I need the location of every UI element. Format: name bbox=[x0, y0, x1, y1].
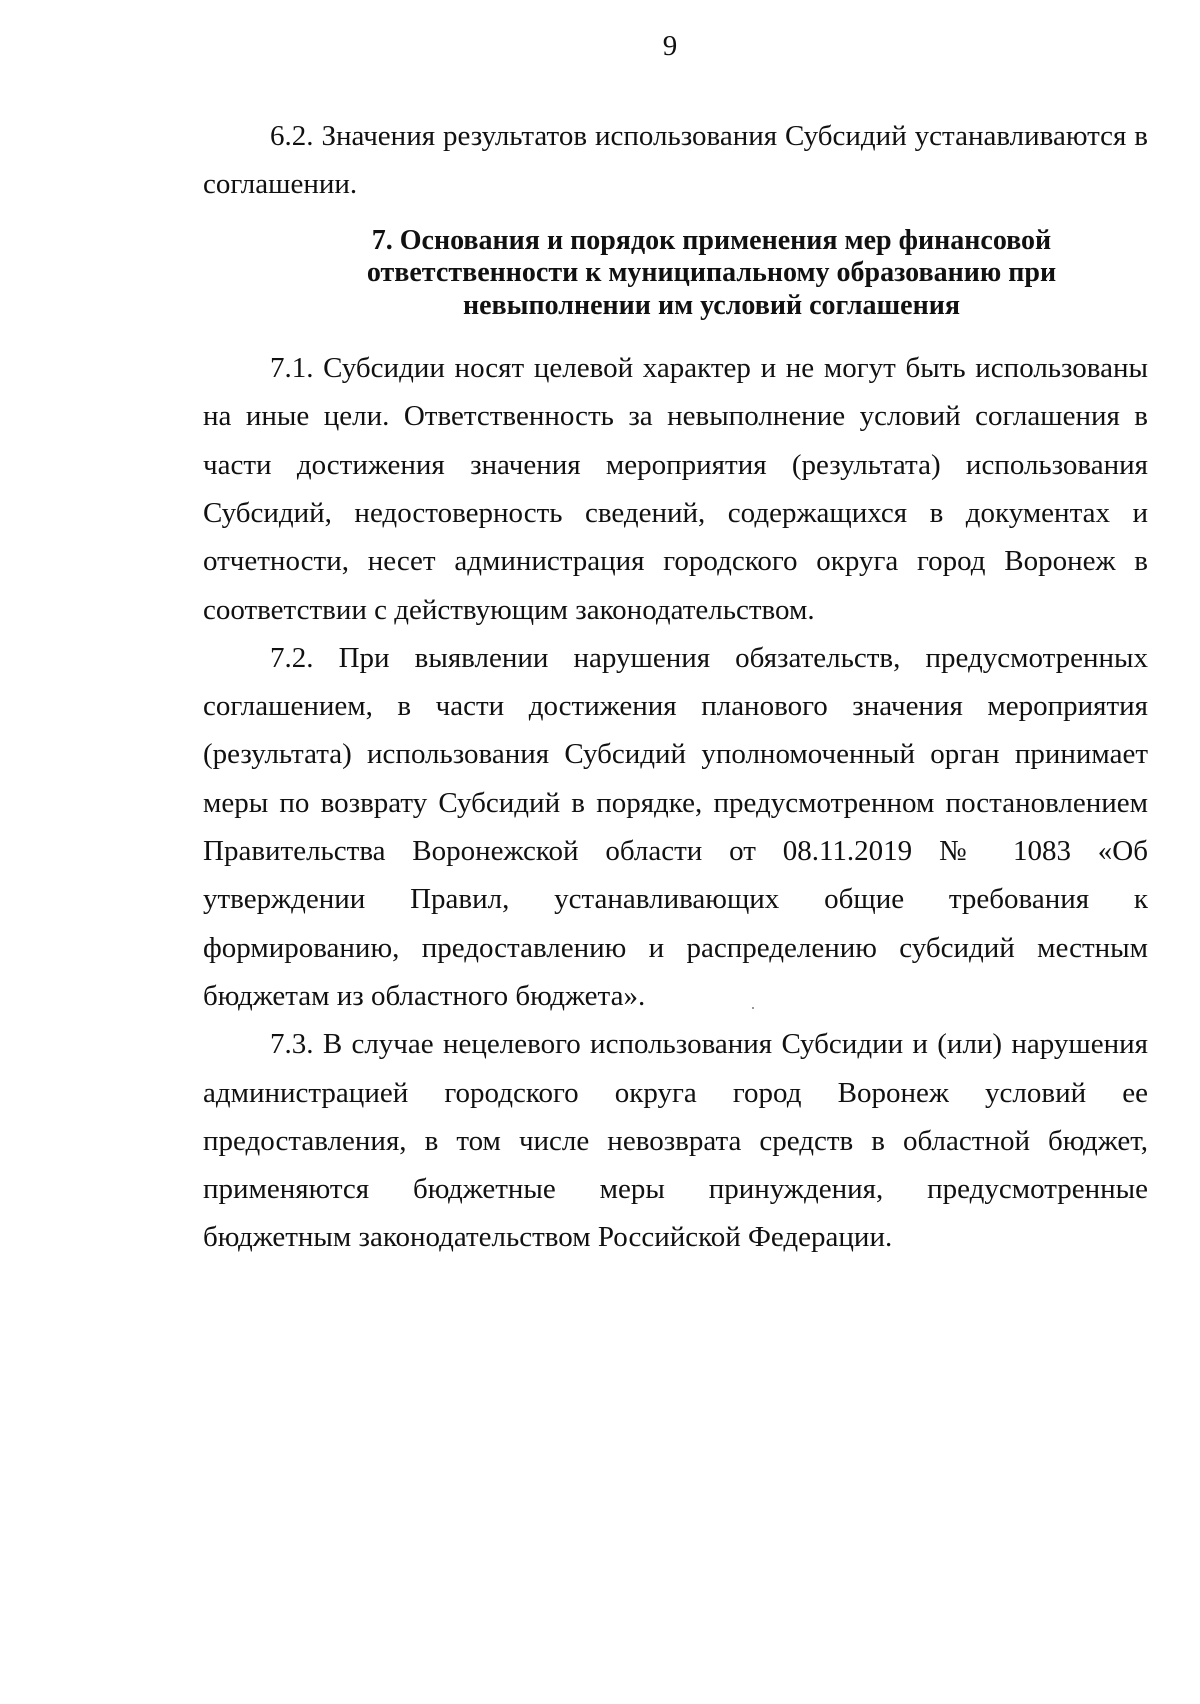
paragraph-7-3: 7.3. В случае нецелевого использования Субсидии и (или) нарушения администрацией городского округа город Воронеж условий ее предоставления, в том числе невозврата средств в областной бюджет, применяются бюджетные меры принуждения, предусмотренные бюджетным законодательством Российской Федерации. bbox=[203, 1028, 1148, 1254]
paragraph-6-2: 6.2. Значения результатов использования Субсидий устанавливаются в соглашении. bbox=[203, 120, 1148, 201]
paragraph-7-1: 7.1. Субсидии носят целевой характер и не могут быть использованы на иные цели. Ответственность за невыполнение условий соглашения в части достижения значения мероприятия (результата) использования Субсидий, недостоверность сведений, содержащихся в документах и отчетности, несет администрация городского округа город Воронеж в соответствии с действующим законодательством. bbox=[203, 352, 1148, 626]
page-number: 9 bbox=[662, 30, 678, 62]
paragraph-7-2: 7.2. При выявлении нарушения обязательств, предусмотренных соглашением, в части достижения планового значения мероприятия (результата) использования Субсидий уполномоченный орган принимает меры по возврату Субсидий в порядке, предусмотренном постановлением Правительства Воронежской области от 08.11.2019 № 1083 «Об утверждении Правил, устанавливающих общие требования к формированию, предоставлению и распределению субсидий местным бюджетам из областного бюджета». bbox=[203, 641, 1148, 1012]
scan-speck bbox=[752, 1007, 754, 1009]
section-7-heading: 7. Основания и порядок применения мер финансовой ответственности к муниципальному образованию при невыполнении им условий соглашения bbox=[366, 224, 1057, 321]
document-body bbox=[203, 112, 1148, 1262]
